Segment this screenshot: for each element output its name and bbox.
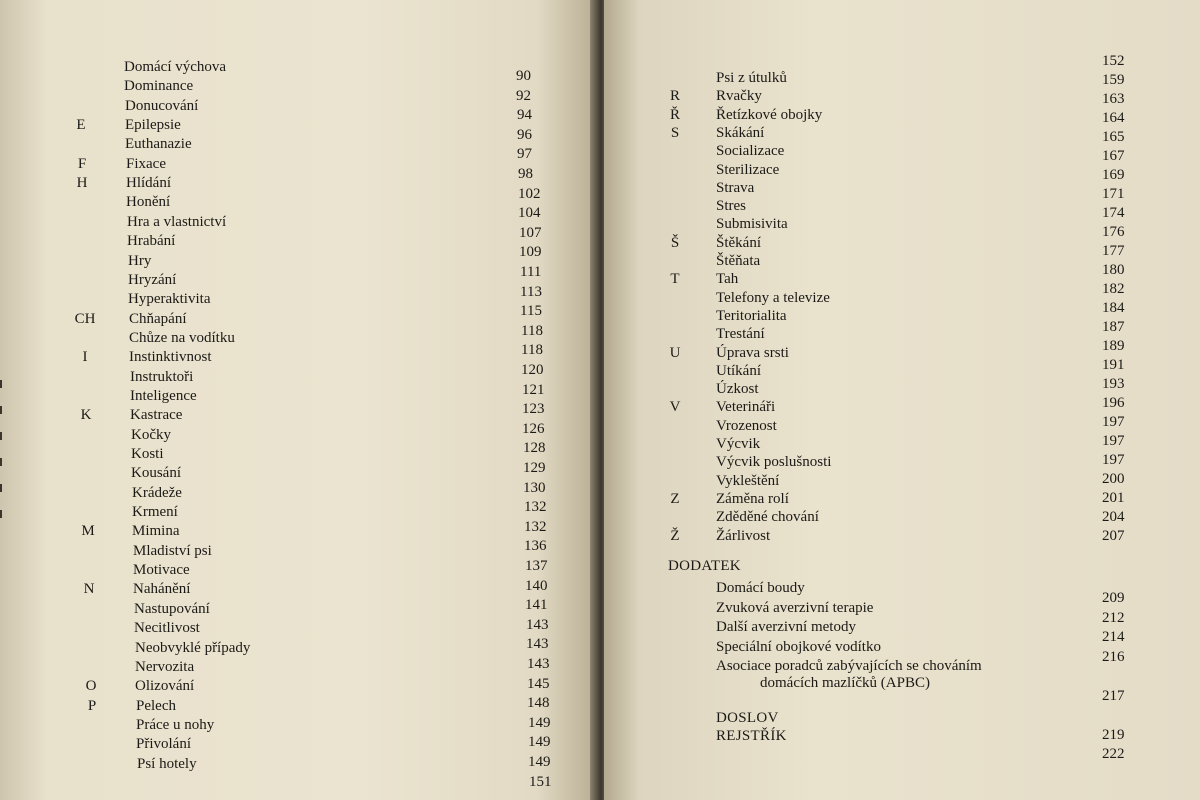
entry-title: Stres (716, 198, 746, 215)
entry-title: Kočky (131, 426, 171, 443)
section-letter: O (85, 678, 97, 695)
page-number: 126 (522, 420, 545, 437)
page-number: 174 (1102, 205, 1125, 221)
toc-entry (0, 309, 596, 329)
page-number: 94 (517, 107, 532, 124)
section-letter: E (76, 117, 86, 134)
page-number: 177 (1102, 243, 1125, 259)
toc-entry (0, 715, 596, 735)
toc-entry (0, 115, 596, 135)
entry-title: Hrabání (127, 233, 176, 250)
page-number: 97 (517, 146, 532, 163)
entry-title: Necitlivost (134, 620, 200, 637)
section-letter: M (81, 523, 95, 540)
toc-entry (0, 367, 596, 387)
appendix-heading: DODATEK (668, 558, 741, 574)
toc-entry (0, 57, 596, 77)
section-letter: Z (670, 490, 680, 507)
section-letter: I (82, 349, 88, 366)
entry-title: Úprava srsti (716, 344, 789, 361)
page-number: 104 (518, 205, 541, 222)
page-number: 128 (523, 440, 546, 457)
entry-title: Chňapání (129, 310, 187, 327)
entry-title: Pelech (136, 697, 176, 714)
entry-title: Rvačky (716, 88, 762, 105)
rejstrik-number: 222 (1102, 746, 1125, 762)
section-letter: Ž (670, 527, 680, 544)
entry-title: Utíkání (716, 362, 761, 379)
page-number: 167 (1102, 148, 1125, 164)
page-number: 123 (522, 401, 545, 418)
page-number: 163 (1102, 91, 1125, 107)
appendix-entry-title: Domácí boudy (716, 580, 805, 596)
entry-title: Sterilizace (716, 161, 780, 178)
page-number: 169 (1102, 167, 1125, 183)
entry-title: Hyperaktivita (128, 291, 211, 308)
appendix-entry-number: 216 (1102, 648, 1125, 665)
doslov-number: 219 (1102, 727, 1125, 743)
section-letter: V (669, 399, 681, 416)
page-number: 149 (528, 714, 551, 731)
toc-entry (0, 618, 596, 638)
page-number: 137 (525, 558, 548, 574)
entry-title: Krmení (132, 504, 178, 521)
entry-title: Instinktivnost (129, 349, 212, 366)
entry-title: Nahánění (133, 581, 191, 598)
page-number: 109 (519, 244, 542, 261)
entry-title: Socializace (716, 143, 785, 160)
page-number: 140 (525, 577, 548, 594)
page-number: 92 (516, 87, 531, 104)
page-number: 164 (1102, 110, 1125, 126)
entry-title: Skákání (716, 124, 765, 141)
page-number: 187 (1102, 319, 1125, 335)
entry-title: Honění (126, 194, 171, 211)
page-number: 111 (520, 264, 542, 280)
entry-title: Fixace (126, 155, 166, 172)
entry-title: Trestání (716, 326, 765, 343)
page-number: 132 (524, 518, 547, 535)
toc-entry (0, 347, 596, 367)
appendix-entry-title: Další averzivní metody (716, 619, 856, 635)
page-number: 136 (524, 538, 547, 555)
section-letter: F (77, 155, 87, 172)
page-number: 201 (1102, 490, 1125, 506)
page-number: 115 (520, 303, 542, 320)
page-number: 113 (520, 283, 542, 300)
entry-title: Neobvyklé případy (135, 639, 251, 656)
entry-title: Epilepsie (125, 117, 181, 134)
entry-title: Dominance (124, 78, 194, 95)
entry-title: Kousání (131, 465, 181, 482)
toc-entry (0, 328, 596, 348)
toc-entry (0, 502, 596, 522)
page-number: 148 (527, 695, 550, 712)
entry-title: Záměna rolí (716, 490, 789, 507)
toc-entry (0, 192, 596, 212)
toc-entry (0, 270, 596, 290)
page-number: 143 (526, 636, 549, 653)
toc-entry (0, 386, 596, 406)
left-page (0, 0, 596, 800)
toc-entry (0, 599, 596, 619)
toc-entry (0, 676, 596, 696)
section-letter: S (670, 124, 680, 141)
toc-entry (0, 754, 596, 774)
entry-title: Vrozenost (716, 417, 777, 434)
entry-title: Psí hotely (137, 755, 197, 772)
toc-entry (0, 231, 596, 251)
page-number: 141 (525, 597, 548, 614)
right-page (604, 0, 1200, 800)
page-number: 143 (526, 616, 549, 633)
section-letter: CH (74, 310, 96, 327)
toc-entry (0, 483, 596, 503)
page-number: 149 (528, 754, 551, 770)
toc-entry (0, 638, 596, 658)
toc-entry (0, 444, 596, 464)
entry-title: Štěkání (716, 234, 761, 251)
entry-title: Krádeže (132, 484, 182, 501)
entry-title: Nervozita (135, 658, 195, 675)
section-letter: Ř (669, 106, 680, 123)
appendix-entry-title: Zvuková averzivní terapie (716, 599, 874, 616)
page-number: 132 (524, 499, 547, 516)
entry-title: Úzkost (716, 381, 759, 398)
section-letter: U (669, 344, 681, 361)
entry-title: Řetízkové obojky (716, 106, 823, 123)
page-number: 196 (1102, 395, 1125, 411)
appendix-continuation: domácích mazlíčků (APBC) (760, 675, 930, 691)
entry-title: Hra a vlastnictví (127, 213, 227, 230)
page-number: 96 (517, 126, 532, 143)
toc-entry (0, 657, 596, 677)
entry-title: Mimina (132, 523, 180, 540)
appendix-entry-number: 212 (1102, 609, 1125, 626)
appendix-entry-number: 209 (1102, 590, 1125, 606)
entry-title: Zděděné chování (716, 509, 819, 526)
section-letter: H (76, 175, 88, 192)
page-number: 184 (1102, 300, 1125, 316)
page-number: 98 (518, 166, 533, 182)
page-number: 90 (516, 68, 531, 84)
page-number: 145 (527, 675, 550, 692)
toc-entry (0, 734, 596, 754)
entry-title: Žárlivost (716, 527, 771, 544)
page-number: 107 (519, 224, 542, 241)
toc-entry (0, 425, 596, 445)
entry-title: Hry (128, 252, 152, 269)
entry-title: Submisivita (716, 216, 788, 233)
page-number: 176 (1102, 224, 1125, 240)
page-number: 197 (1102, 452, 1125, 468)
entry-title: Nastupování (134, 600, 210, 617)
entry-title: Hryzání (128, 271, 177, 288)
entry-title: Přivolání (136, 736, 191, 753)
entry-title: Strava (716, 179, 755, 196)
toc-entry (0, 696, 596, 716)
section-letter: T (670, 271, 680, 288)
toc-entry (0, 405, 596, 425)
entry-title: Instruktoři (130, 368, 194, 385)
toc-entry (0, 212, 596, 232)
page-number: 120 (521, 362, 544, 378)
section-letter: Š (670, 234, 680, 251)
entry-title: Mladiství psi (133, 542, 212, 559)
page-number: 159 (1102, 72, 1125, 88)
entry-title: Štěňata (716, 253, 761, 269)
entry-title: Telefony a televize (716, 289, 830, 306)
entry-title: Hlídání (126, 175, 171, 192)
entry-title: Práce u nohy (136, 716, 215, 733)
page-number: 129 (523, 460, 546, 476)
page-number: 171 (1102, 186, 1125, 202)
entry-title: Domácí výchova (124, 59, 227, 75)
page-number: 204 (1102, 509, 1125, 525)
rejstrik-heading: REJSTŘÍK (716, 728, 787, 744)
toc-entry (0, 289, 596, 309)
entry-title: Vykleštění (716, 472, 780, 489)
section-letter: P (87, 697, 97, 714)
entry-title: Olizování (135, 678, 195, 695)
page-number: 165 (1102, 129, 1125, 145)
page-number: 197 (1102, 414, 1125, 430)
page-number: 118 (521, 342, 543, 359)
toc-entry (0, 76, 596, 96)
page-number: 152 (1102, 53, 1125, 69)
toc-entry (0, 560, 596, 580)
entry-title: Motivace (133, 562, 190, 579)
entry-title: Donucování (125, 97, 199, 114)
page-number: 200 (1102, 471, 1125, 487)
entry-title: Výcvik poslušnosti (716, 454, 832, 471)
page-number: 151 (529, 773, 552, 790)
toc-entry (0, 134, 596, 154)
entry-title: Inteligence (130, 387, 197, 404)
page-number: 189 (1102, 338, 1125, 354)
entry-title: Chůze na vodítku (129, 329, 235, 346)
entry-title: Teritorialita (716, 307, 787, 324)
toc-entry (0, 541, 596, 561)
page-number: 193 (1102, 376, 1125, 392)
page-number: 143 (527, 656, 550, 672)
toc-entry (0, 521, 596, 541)
doslov-heading: DOSLOV (716, 710, 779, 726)
section-letter: N (83, 581, 95, 598)
entry-title: Euthanazie (125, 136, 192, 153)
page-number: 197 (1102, 433, 1125, 449)
appendix-entry-title: Asociace poradců zabývajících se chováním (716, 658, 982, 674)
page-number: 130 (523, 479, 546, 496)
toc-entry (0, 96, 596, 116)
toc-entry (0, 579, 596, 599)
appendix-entry-number: 214 (1102, 629, 1125, 645)
entry-title: Kastrace (130, 407, 183, 424)
page-number: 118 (521, 322, 543, 339)
appendix-continuation-number: 217 (1102, 688, 1125, 704)
toc-entry (0, 154, 596, 174)
page-number: 191 (1102, 357, 1125, 373)
page-number: 207 (1102, 528, 1125, 544)
entry-title: Tah (716, 271, 739, 288)
appendix-entry-title: Speciální obojkové vodítko (716, 638, 881, 655)
section-letter: R (669, 88, 680, 105)
entry-title: Kosti (131, 446, 164, 462)
page-number: 182 (1102, 281, 1125, 297)
page-number: 102 (518, 185, 541, 202)
page-number: 149 (528, 734, 551, 751)
entry-title: Veterináři (716, 399, 776, 416)
toc-entry (0, 173, 596, 193)
toc-entry (0, 463, 596, 483)
entry-title: Výcvik (716, 436, 761, 452)
page-number: 180 (1102, 262, 1125, 278)
page-number: 121 (522, 381, 545, 398)
entry-title: Psi z útulků (716, 70, 787, 86)
section-letter: K (80, 407, 92, 424)
toc-entry (0, 251, 596, 271)
